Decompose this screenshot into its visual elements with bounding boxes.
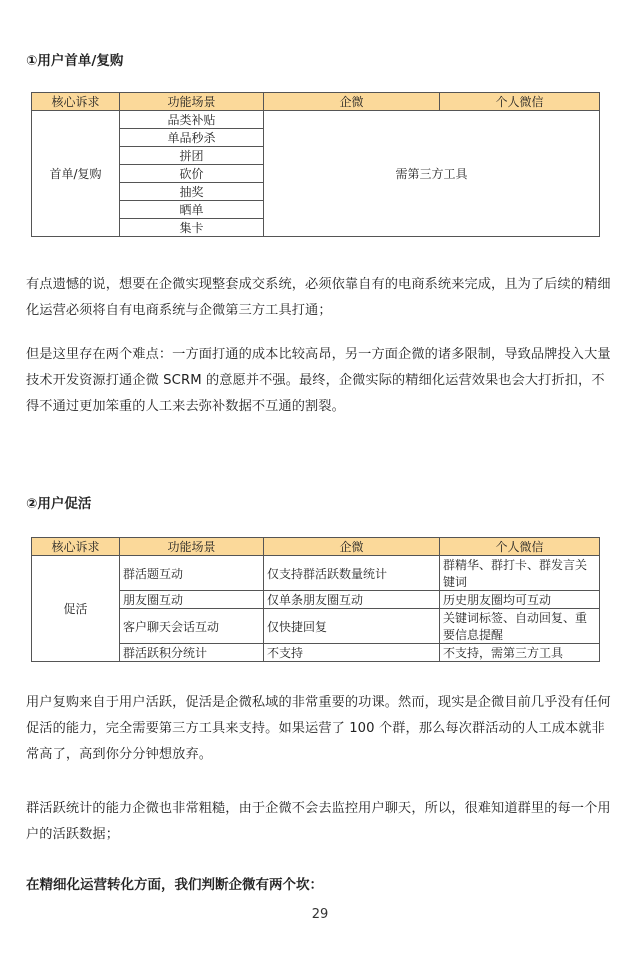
wecom-cell: 仅快捷回复	[264, 609, 440, 644]
col-header: 企微	[264, 538, 440, 556]
paragraph: 有点遗憾的说，想要在企微实现整套成交系统，必须依靠自有的电商系统来完成，且为了后续的精细化运营必须将自有电商系统与企微第三方工具打通；	[26, 277, 611, 318]
table-row	[32, 556, 600, 591]
solution-cell: 需第三方工具	[264, 111, 600, 237]
wecom-cell: 不支持	[264, 644, 440, 662]
scene-cell: 集卡	[120, 219, 264, 237]
scene-cell: 砍价	[120, 165, 264, 183]
col-header: 核心诉求	[32, 538, 120, 556]
scene-cell: 客户聊天会话互动	[120, 609, 264, 644]
core-demand-cell: 促活	[32, 556, 120, 662]
conclusion-text: 在精细化运营转化方面，我们判断企微有两个坎：	[26, 877, 323, 893]
col-header: 企微	[264, 93, 440, 111]
col-header: 个人微信	[440, 93, 600, 111]
scene-cell: 品类补贴	[120, 111, 264, 129]
scene-cell: 群活跃积分统计	[120, 644, 264, 662]
paragraph: 群活跃统计的能力企微也非常粗糙，由于企微不会去监控用户聊天，所以，很难知道群里的每一个用户的活跃数据；	[26, 801, 611, 842]
scene-cell: 朋友圈互动	[120, 591, 264, 609]
scene-cell: 抽奖	[120, 183, 264, 201]
scene-cell: 拼团	[120, 147, 264, 165]
wechat-cell: 关键词标签、自动回复、重要信息提醒	[440, 609, 600, 644]
table-header-row	[32, 538, 600, 556]
col-header: 个人微信	[440, 538, 600, 556]
core-demand-cell: 首单/复购	[32, 111, 120, 237]
table-activation	[31, 537, 600, 662]
col-header: 功能场景	[120, 538, 264, 556]
wecom-cell: 仅单条朋友圈互动	[264, 591, 440, 609]
section1-heading: ①用户首单/复购	[26, 53, 124, 69]
col-header: 功能场景	[120, 93, 264, 111]
wechat-cell: 不支持，需第三方工具	[440, 644, 600, 662]
wecom-cell: 仅支持群活跃数量统计	[264, 556, 440, 591]
table-header-row	[32, 93, 600, 111]
scene-cell: 群活题互动	[120, 556, 264, 591]
wechat-cell: 群精华、群打卡、群发言关键词	[440, 556, 600, 591]
section2-heading: ②用户促活	[26, 496, 92, 512]
wechat-cell: 历史朋友圈均可互动	[440, 591, 600, 609]
table-first-order	[31, 92, 600, 237]
paragraph: 用户复购来自于用户活跃，促活是企微私域的非常重要的功课。然而，现实是企微目前几乎没有任何促活的能力，完全需要第三方工具来支持。如果运营了 100 个群，那么每次群活动的人工成本就非常高了，高到你分分钟想放弃。	[26, 695, 611, 762]
col-header: 核心诉求	[32, 93, 120, 111]
paragraph: 但是这里存在两个难点：一方面打通的成本比较高昂，另一方面企微的诸多限制，导致品牌投入大量技术开发资源打通企微 SCRM 的意愿并不强。最终，企微实际的精细化运营效果也会大打折扣，不得不通过更加笨重的人工来去弥补数据不互通的割裂。	[26, 347, 611, 414]
page-number: 29	[311, 907, 329, 922]
scene-cell: 单品秒杀	[120, 129, 264, 147]
scene-cell: 晒单	[120, 201, 264, 219]
